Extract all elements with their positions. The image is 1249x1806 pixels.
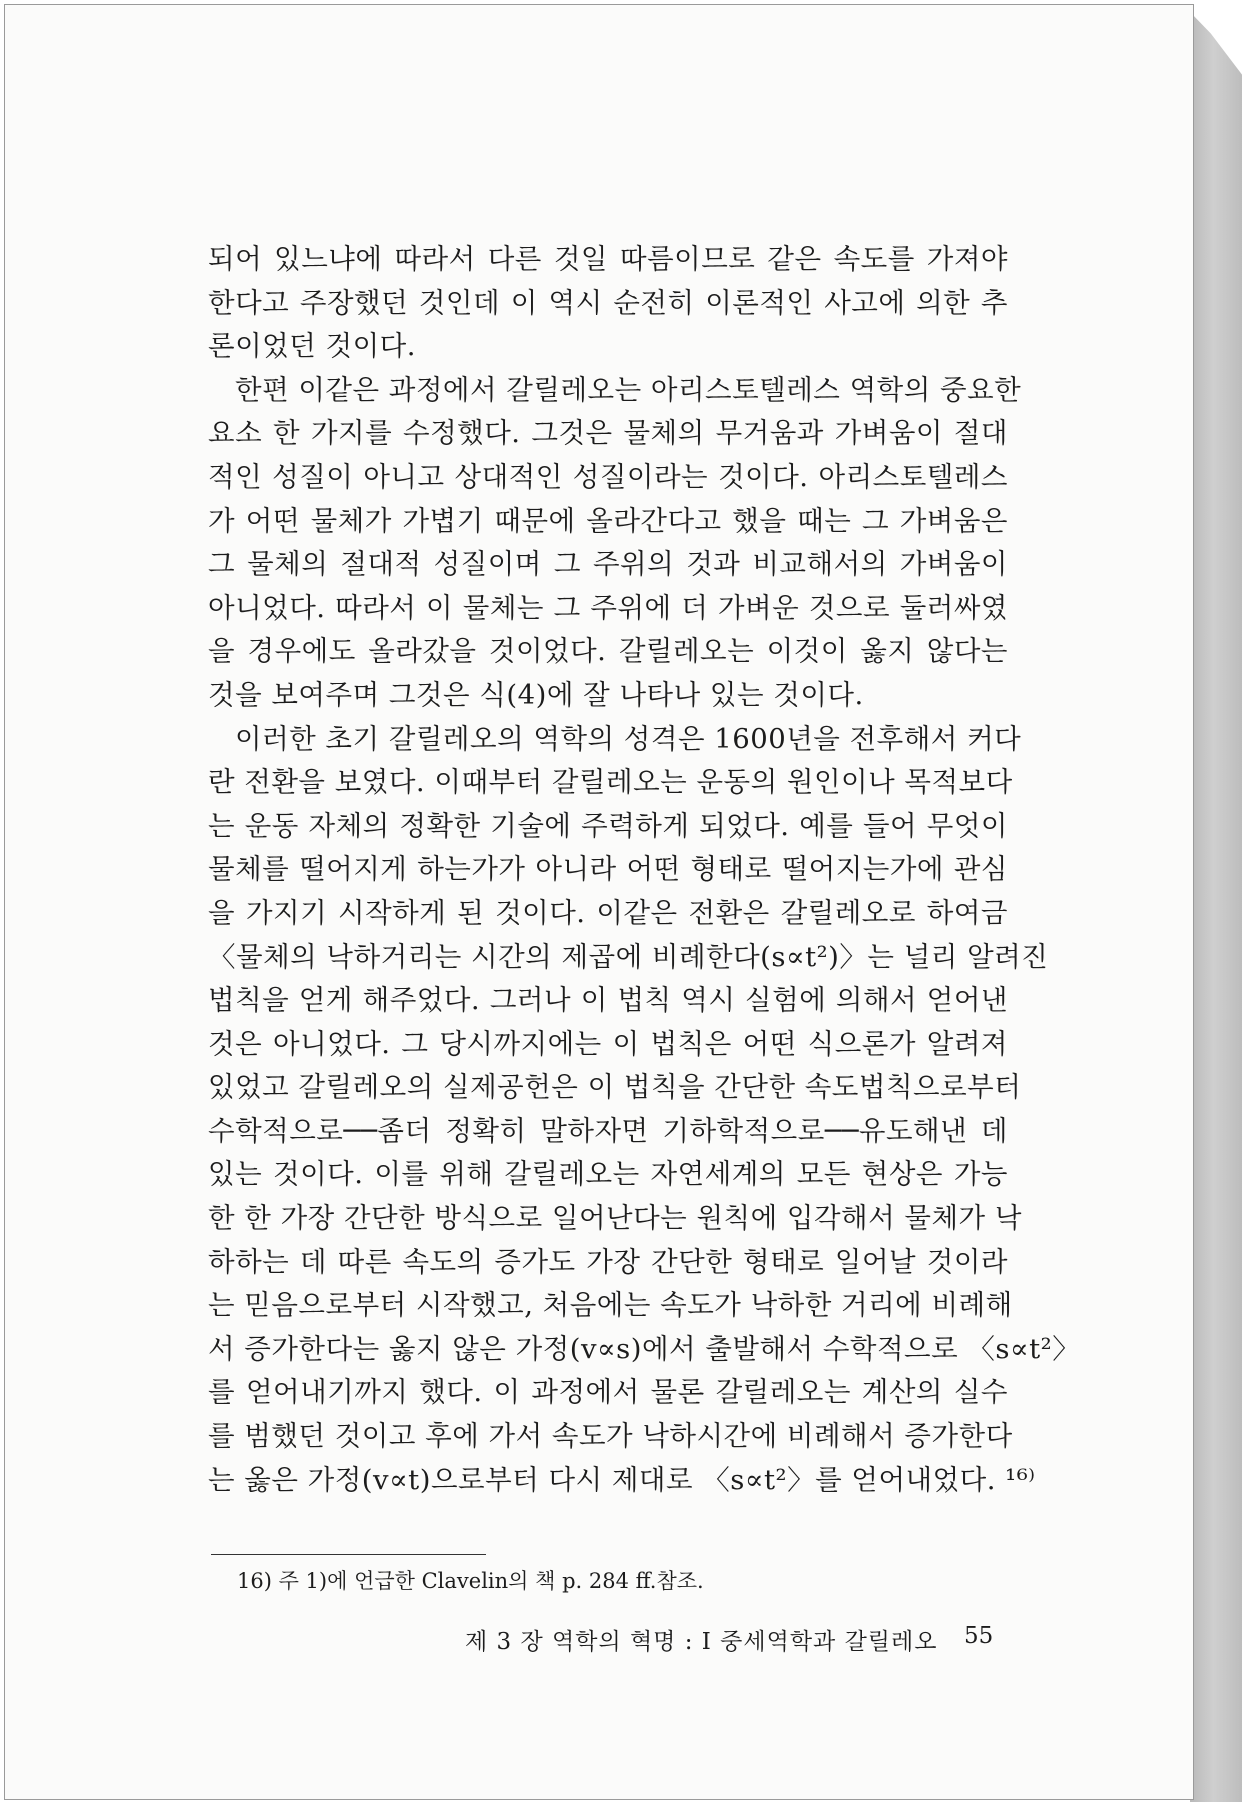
text-line: 서 증가한다는 옳지 않은 가정(v∝s)에서 출발해서 수학적으로 〈s∝t²〉: [208, 1332, 1081, 1365]
text-line: 하하는 데 따른 속도의 증가도 가장 간단한 형태로 일어날 것이라: [208, 1245, 1008, 1278]
text-line: 있었고 갈릴레오의 실제공헌은 이 법칙을 간단한 속도법칙으로부터: [208, 1071, 1022, 1104]
text-line: 는 옳은 가정(v∝t)으로부터 다시 제대로 〈s∝t²〉를 얻어내었다. ¹⁶⁾: [208, 1463, 1036, 1496]
text-line: 법칙을 얻게 해주었다. 그러나 이 법칙 역시 실험에 의해서 얻어낸: [208, 984, 1008, 1017]
text-line: 요소 한 가지를 수정했다. 그것은 물체의 무거움과 가벼움이 절대: [208, 417, 1008, 450]
text-line: 물체를 떨어지게 하는가가 아니라 어떤 형태로 떨어지는가에 관심: [208, 853, 1008, 886]
page-number: 55: [964, 1623, 994, 1649]
paragraph-3: [208, 718, 1081, 1503]
text-line: 는 운동 자체의 정확한 기술에 주력하게 되었다. 예를 들어 무엇이: [208, 809, 1008, 842]
text-line: 수학적으로──좀더 정확히 말하자면 기하학적으로──유도해낸 데: [208, 1114, 1008, 1147]
page-sheet: [4, 4, 1194, 1800]
text-line: 한 한 가장 간단한 방식으로 일어난다는 원칙에 입각해서 물체가 낙: [208, 1202, 1022, 1235]
text-line: 한편 이같은 과정에서 갈릴레오는 아리스토텔레스 역학의 중요한: [235, 373, 1022, 406]
footnote-divider: [211, 1554, 486, 1555]
text-line: 을 경우에도 올라갔을 것이었다. 갈릴레오는 이것이 옳지 않다는: [208, 635, 1008, 668]
paragraph-1: [208, 238, 1008, 369]
text-line: 있는 것이다. 이를 위해 갈릴레오는 자연세계의 모든 현상은 가능: [208, 1158, 1008, 1191]
text-line: 한다고 주장했던 것인데 이 역시 순전히 이론적인 사고에 의한 추: [208, 286, 1008, 319]
text-line: 론이었던 것이다.: [208, 330, 416, 363]
text-line: 되어 있느냐에 따라서 다른 것일 따름이므로 같은 속도를 가져야: [208, 243, 1008, 275]
text-line: 〈물체의 낙하거리는 시간의 제곱에 비례한다(s∝t²)〉는 널리 알려진: [208, 940, 1049, 973]
footnote: 16) 주 1)에 언급한 Clavelin의 책 p. 284 ff.참조.: [237, 1569, 704, 1593]
text-line: 아니었다. 따라서 이 물체는 그 주위에 더 가벼운 것으로 둘러싸였: [208, 591, 1008, 624]
text-line: 란 전환을 보였다. 이때부터 갈릴레오는 운동의 원인이나 목적보다: [208, 766, 1013, 799]
running-footer-title: 제 3 장 역학의 혁명 : I 중세역학과 갈릴레오: [465, 1629, 938, 1655]
page-edge-shadow: [1190, 12, 1242, 1802]
text-line: 가 어떤 물체가 가볍기 때문에 올라간다고 했을 때는 그 가벼움은: [208, 504, 1008, 537]
body-text: [208, 238, 1081, 1502]
text-line: 것을 보여주며 그것은 식(4)에 잘 나타나 있는 것이다.: [208, 678, 864, 711]
text-line: 적인 성질이 아니고 상대적인 성질이라는 것이다. 아리스토텔레스: [208, 460, 1008, 493]
text-line: 을 가지기 시작하게 된 것이다. 이같은 전환은 갈릴레오로 하여금: [208, 896, 1008, 929]
text-line: 그 물체의 절대적 성질이며 그 주위의 것과 비교해서의 가벼움이: [208, 548, 1008, 581]
paragraph-2: [208, 369, 1022, 718]
text-line: 를 얻어내기까지 했다. 이 과정에서 물론 갈릴레오는 계산의 실수: [208, 1376, 1008, 1409]
text-line: 를 범했던 것이고 후에 가서 속도가 낙하시간에 비례해서 증가한다: [208, 1420, 1013, 1453]
text-line: 것은 아니었다. 그 당시까지에는 이 법칙은 어떤 식으론가 알려져: [208, 1027, 1008, 1060]
text-line: 는 믿음으로부터 시작했고, 처음에는 속도가 낙하한 거리에 비례해: [208, 1289, 1013, 1322]
text-line: 이러한 초기 갈릴레오의 역학의 성격은 1600년을 전후해서 커다: [235, 722, 1022, 755]
